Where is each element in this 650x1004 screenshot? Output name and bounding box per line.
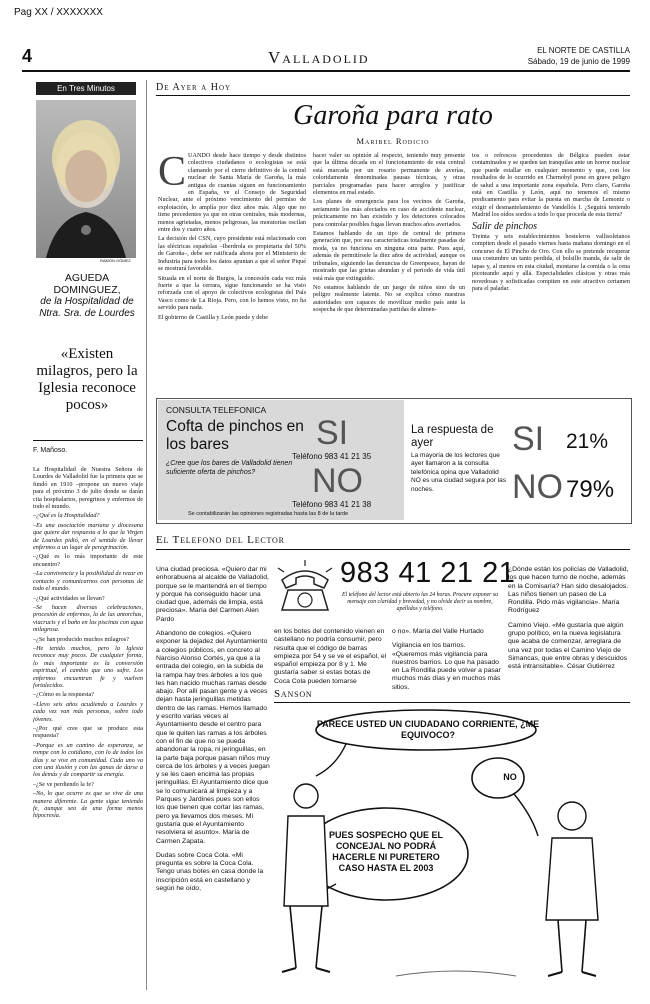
column-divider: [146, 80, 147, 990]
article-paragraph: Situada en el norte de Burgos, la concesión cada vez más fuerte a que la cerrara, sigue funcionando se ha visto reforzada con el apoyo de colectivos ecologistas del País Vasco como de La Rioja. Pero, con lo hemos visto, no ha servido para nada.: [158, 274, 306, 312]
photo-credit: RAMÓN GÓMEZ: [100, 258, 131, 263]
result-yes-percent: 21%: [566, 430, 609, 453]
sidebar-byline: F. Mañoso.: [33, 447, 68, 454]
cartoon-rule: [274, 702, 630, 703]
article-paragraph: Estamos hablando de un tipo de central de primera generación que, por sus características totalmente pasadas de moda, ya no funciona en ninguna otra parte. Pues aquí, además de permitírsele la diez años de actividad, aunque os tribunales, siguiendo las denuncias de Greenpeace, hayan de mostrado que las grietas abundan y el periodo de vida útil está más que extinguido.: [313, 230, 465, 282]
poll-footnote: Se contabilizarán las opiniones registradas hasta las 8 de la tarde: [188, 511, 349, 517]
result-no-label: NO: [512, 468, 563, 506]
cartoon-section-title: Sanson: [274, 688, 313, 700]
telephone-illustration: [274, 558, 336, 614]
letter: Abandono de colegios. «Quiero exponer la dejadez del Ayuntamiento a colegios públicos, en concreto al Narciso Alonso Cortés, ya que a la entrada del colegio, en la subida de la rampa hay tres árboles a los que les han nacido muchas ramas desde abajo. Por allí pasan gente y a veces dejan hasta jeringuillas metidas dentro de las ramas. Hemos llamado y escrito varias veces al Ayuntamiento desde el centro para que le quiten las ramas a los árboles con el fin de que no se pueda abandonar la ropa, ni jeringuillas, en la parte baja porque pasan niños muy cerca de los árboles y a veces juegan y se les caen encima las propias jeringuillas. El Ayuntamiento dice que se lo comunicará al limpieza y a Parques y Jardines pues son ellos los que tienen que cortar las ramas, pero ya llevamos dos meses. Mi gustaría que el Ayuntamiento resolviera el asunto». María de Carmen Zapata.: [156, 630, 270, 845]
letter: Una ciudad preciosa. «Quiero dar mi enhorabuena al alcalde de Valladolid, porque se le mantendrá en el tiempo y porque ha conseguido hacer una ciudad que, además de limpia, está preciosa». María del Carmen Alen Pardo: [156, 566, 269, 623]
article-column-1: [158, 152, 306, 390]
header-rule: [22, 70, 630, 72]
article-paragraph: UANDO desde hace tiempo y desde distintos colectivos ciudadanos o ecologistas se está clamando por el cierre definitivo de la central nuclear de Santa María de Garoña, la más antigua de cuantas siguen en funcionamiento en España, ve el Consejo de Seguridad Nuclear, ante el próximo vencimiento del permiso de explotación, lo amplía por diez años más. Algo que no tiene precedentes ya que en otras centrales, más modernas, menos agrietadas, menos peligrosas, las moratorias oscilan entre dos y cuatro años.: [158, 152, 306, 234]
article-paragraph: hacer valer su opinión al respecto, teniendo muy presente que la última década en el funcionamiento de esta central está marcada por un rosario permanente de averías, coloridamente denominadas pausas técnicas, y otras parciales programadas para hacer arreglos y justificar elementos en mal estado.: [313, 152, 465, 197]
cartoon-bubble-1: PARECE USTED UN CIUDADANO CORRIENTE, ¿ME EQUIVOCO?: [316, 719, 540, 740]
sidebar-tag: En Tres Minutos: [36, 82, 136, 95]
article-author: Maribel Rodicio: [356, 136, 430, 146]
article-paragraph: Los planes de emergencia para los vecinos de Garoña, seriamente los más afectados en caso de accidente nuclear, prácticamente no han existido y los detectores colocados para controlar posibles fugas llevan muchos años averiados.: [313, 198, 465, 228]
letter: o no». María del Valle Hurtado: [392, 628, 484, 635]
paper-name: EL NORTE DE CASTILLA: [537, 46, 630, 55]
poll-no-phone[interactable]: Teléfono 983 41 21 38: [292, 500, 372, 509]
letters-column-1: [156, 566, 270, 984]
person-name: AGUEDA DOMINGUEZ,: [53, 272, 121, 296]
interview-question: –¿Qué es la Hospitalidad?: [33, 512, 100, 520]
interview-question: –¿Cómo es la respuesta?: [33, 691, 94, 699]
interview-question: –¿Qué actividades se llevan?: [33, 594, 105, 602]
interview-answer: –He tenido muchos, pero la Iglesia reconoce muy pocos. De cualquier forma, lo más importante es la conversión espiritual, el cambio que uno sufre. Los enfermos encuentran fe y vuelven fortalecidos.: [33, 644, 143, 689]
interview-paragraph: La Hospitalidad de Nuestra Señora de Lourdes de Valladolid fue la primera que se fundó en 1910 –propone un nuevo viaje para el próximo 3 de julio donde se darán cita hospitalarios, peregrinos y enfermos de todo el mundo.: [33, 466, 143, 511]
issue-date: Sábado, 19 de junio de 1999: [527, 57, 630, 66]
letters-rule: [156, 549, 630, 550]
interview-answer: –Es una asociación mariana y diocesana que quiere dar respuesta a lo que la Virgen de Lourdes pidió, en el sentido de llevar enfermos a un lugar de peregrinación.: [33, 521, 143, 552]
article-kicker: De Ayer a Hoy: [156, 82, 232, 93]
letter: en los botes del contenido vienen en castellano no podría consumir, pero resulta que el código de barras empieza por 54 y se ve el español, el español empieza por 8 y 1. Me gustaría saber si estas botas de Coca Cola pueden tomarse: [274, 628, 387, 685]
poll-tag: CONSULTA TELEFONICA: [166, 405, 267, 415]
article-paragraph: Treinta y seis establecimientos hosteleros vallisoletanos compiten desde el pasado viernes hasta mañana domingo en el concurso de El Pincho de Oro. Con ello se pretende recuperar una costumbre un tanto perdida, el bolsillo manda, de salir de tapas y, al menos en esta ciudad, montarse la comida o la cena picoteando aquí y allá. Especialidades clásicas y otras más novedosas y sofisticadas compiten en este atractivo certamen para el paladar.: [472, 233, 630, 292]
interview-question: –¿Qué es lo más importante de este encuentro?: [33, 553, 143, 568]
interview-question: –¿Se ve perdiendo la fe?: [33, 780, 94, 788]
letter: Camino Viejo. «Me gustaría que algún grupo político, en la nueva legislatura que acaba de comenzar, arreglara de una vez por todas el Camino Viejo de Simancas, que entre obras y descuidos está intransitable». César Gutiérrez: [508, 621, 628, 671]
poll-question: ¿Cree que los bares de Valladolid tienen suficiente oferta de pinchos?: [166, 460, 293, 476]
letter: Vigilancia en los barrios. «Queremos más vigilancia para nuestros barrios. Lo que ha pasado en La Rondilla puede volver a pasar muchos más días y en muchos más sitios.: [392, 642, 501, 691]
cartoon-bubble-2: NO: [503, 772, 517, 782]
article-paragraph: tos o refrescos procedentes de Bélgica pueden estar contaminados y se queden tan tranquilas ante un horror nuclear que puede estallar en cualquier momento y que, con los resultados de lo ocurrido en Chernobyl pone en grave peligro de salud a una importante zona española. Pero claro, Garoña está en Castilla y León, aquí no tenemos el mismo predicamento para evitar la puesta en marcha de Lemoniz o exigir el desmantelamiento de Vandellós I. ¿Seguirá teniendo Madrid los oídos sordos a todo lo que proceda de esta tierra?: [472, 152, 630, 219]
page-label: Pag XX / XXXXXXX: [14, 7, 103, 18]
result-no-percent: 79%: [566, 476, 615, 503]
sidebar-quote: «Existen milagros, pero la Iglesia reconoce pocos»: [36, 346, 138, 413]
article-title: Garoña para rato: [293, 100, 493, 131]
interview-answer: –La convivencia y la posibilidad de rezar en contacto y comunicarnos con personas de todo el mundo.: [33, 570, 143, 593]
article-paragraph: La decisión del CSN, cuyo presidente está relacionado con las eléctricas españolas –Iberdrola es propietaria del 50% de Garoña–, debe ser ratificada ahora por el Ministerio de Industria para todos los datos apuntan a que el señor Piqué se mostrará favorable.: [158, 235, 306, 273]
portrait-photo: [36, 100, 136, 258]
interview-question: –¿Se han producido muchos milagros?: [33, 635, 129, 643]
interview-question: –¿Por qué cree que se produce esta respuesta?: [33, 725, 143, 740]
letters-column-3: [392, 628, 502, 692]
article-column-3: [472, 152, 630, 390]
article-column-2: [313, 152, 465, 390]
letters-column-2: [274, 628, 388, 686]
reader-phone-number[interactable]: 983 41 21 21: [340, 557, 516, 589]
poll-no-label: NO: [312, 462, 363, 500]
interview-answer: –Se hacen diversas celebraciones, procesión de enfermos, la de las antorchas, viacrucis y el baño en las piscinas con agua milagrosa.: [33, 603, 143, 634]
page-number: 4: [22, 46, 33, 66]
poll-result-text: La mayoría de los lectores que ayer llamaron a la consulta telefónica opina que Valladolid NO es una ciudad segura por las noches.: [411, 452, 507, 493]
kicker-rule: [156, 95, 630, 96]
poll-result-title: La respuesta de ayer: [411, 424, 494, 449]
poll-yes-phone[interactable]: Teléfono 983 41 21 35: [292, 452, 372, 461]
section-title: Valladolid: [268, 48, 370, 67]
poll-yes-label: SI: [316, 414, 349, 452]
person-role: de la Hospitalidad de Ntra. Sra. de Lourdes: [39, 296, 135, 319]
interview-answer: –Porque es un camino de esperanza, se rompe con lo cotidiano, con lo de todos los días y se vive en comunidad. Cada uno va con una ilusión y con las ganas de darse a los demás y de compartir su energía.: [33, 741, 143, 779]
poll-headline: Cofta de pinchos en los bares: [166, 418, 304, 453]
result-yes-label: SI: [512, 420, 545, 458]
interview-answer: –Llevo seis años acudiendo a Lourdes y cada vez van más personas, sobre todo jóvenes.: [33, 700, 143, 723]
letter: ¿Dónde están los policías de Valladolid, los que hacen turno de noche, además en la Comisaría? Han sido desalojados. Las niños tienen un paseo de La Rondilla. Pido más vigilancia». María Rodríguez: [508, 566, 629, 615]
letters-section-title: El Telefono del Lector: [156, 534, 285, 546]
letter: Dudas sobre Coca Cola. «Mi pregunta es sobre la Coca Cola. Tengo unas botes en casa donde la inscripción está en castellano y según he oído,: [156, 851, 264, 892]
article-subhead: Salir de pinchos: [472, 220, 537, 232]
sidebar-rule: [33, 440, 143, 441]
reader-phone-caption: El teléfono del lector está abierto las 24 horas. Procure exponer su mensaje con claridad y brevedad, y no olvide decir su nombre, apellidos y teléfono.: [341, 592, 499, 612]
drop-cap: C: [158, 152, 187, 195]
interview-body: [33, 466, 143, 986]
cartoon-bubble-3: PUES SOSPECHO QUE EL CONCEJAL NO PODRÁ HACERLE NI PURETERO CASO HASTA EL 2003: [328, 830, 444, 873]
interview-answer: –No, lo que ocurre es que se vive de una manera diferente. La gente sigue teniendo fe, aunque sea de una forma menos hipocresía.: [33, 790, 143, 820]
article-paragraph: El gobierno de Castilla y León puede y debe: [158, 313, 268, 321]
article-paragraph: No estamos hablando de un juego de niños sino de un peligro realmente latente. No se explica cómo nuestras autoridades son capaces de movilizar medio país ante la sospecha de que determinadas partidas de alimen-: [313, 283, 465, 314]
letters-column-4: [508, 566, 630, 672]
